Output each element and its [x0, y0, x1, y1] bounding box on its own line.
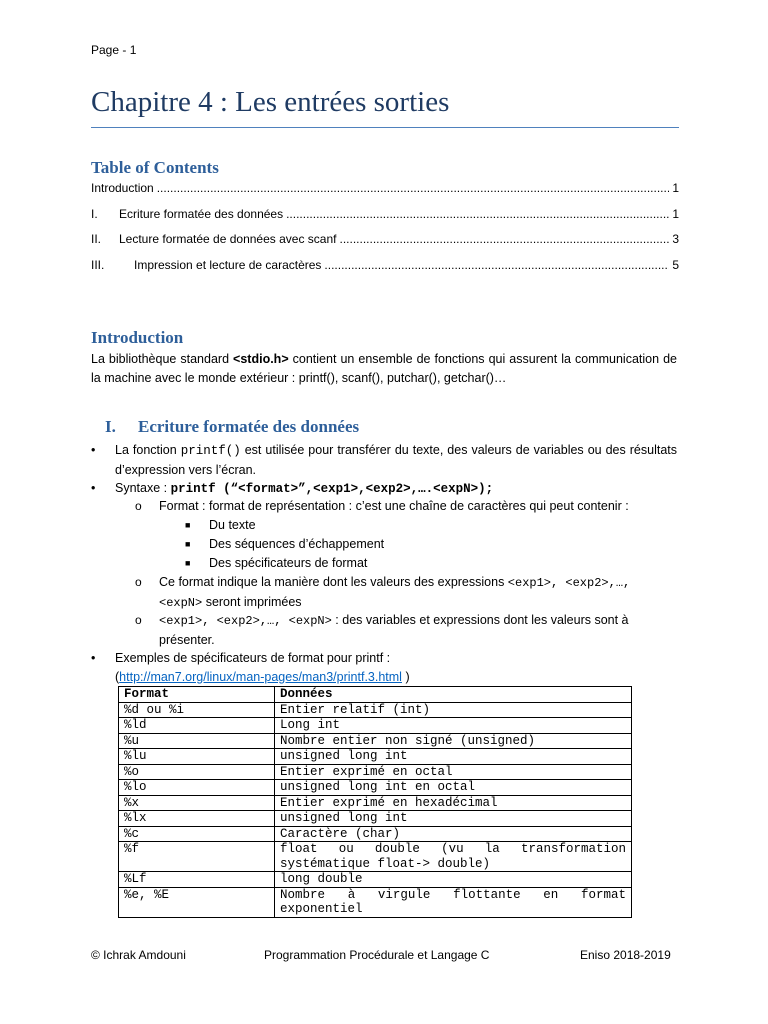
- toc-entry-section-1[interactable]: [91, 207, 679, 223]
- toc-entry-number: I.: [91, 207, 98, 221]
- printf-code: printf(): [180, 444, 241, 458]
- square-bullet-text: ■ Du texte: [185, 516, 677, 535]
- square-bullet-icon: ■: [185, 539, 191, 549]
- table-row: %lx unsigned long int: [119, 811, 632, 827]
- sub-bullet-format: o Format : format de représentation : c’est une chaîne de caractères qui peut contenir :: [135, 497, 677, 516]
- chapter-title: Chapitre 4 : Les entrées sorties: [91, 86, 450, 118]
- introduction-heading: Introduction: [91, 328, 184, 347]
- toc-leader-dots: [286, 207, 669, 221]
- footer-author: © Ichrak Amdouni: [91, 948, 186, 962]
- table-row: %lo unsigned long int en octal: [119, 780, 632, 796]
- bullet-icon: •: [91, 481, 96, 495]
- toc-entry-page: 1: [672, 181, 679, 195]
- toc-entry-page: 1: [672, 207, 679, 221]
- page-label: Page - 1: [91, 43, 137, 57]
- bullet-printf-description: • La fonction printf() est utilisée pour transférer du texte, des valeurs de variables ou des résultats d’expression vers l’écran.: [91, 443, 677, 477]
- square-bullet-specifiers: ■ Des spécificateurs de format: [185, 554, 677, 573]
- circle-bullet-icon: o: [135, 499, 142, 513]
- footer-year: Eniso 2018-2019: [580, 948, 671, 962]
- circle-bullet-icon: o: [135, 575, 142, 589]
- section-1-number: I.: [105, 417, 116, 436]
- toc-entry-introduction[interactable]: [91, 181, 679, 197]
- toc-entry-page: 3: [672, 232, 679, 246]
- stdio-header-name: <stdio.h>: [233, 352, 289, 366]
- table-row: %ld Long int: [119, 718, 632, 734]
- toc-entry-label: Impression et lecture de caractères: [134, 258, 322, 272]
- toc-entry-section-3[interactable]: [91, 258, 679, 274]
- square-bullet-icon: ■: [185, 520, 191, 530]
- toc-leader-dots: [157, 181, 670, 195]
- toc-entry-label: Lecture formatée de données avec scanf: [119, 232, 337, 246]
- table-row: %x Entier exprimé en hexadécimal: [119, 795, 632, 811]
- toc-entry-section-2[interactable]: [91, 232, 679, 248]
- bullet-icon: •: [91, 443, 96, 457]
- toc-entry-label: Ecriture formatée des données: [119, 207, 284, 221]
- toc-heading: Table of Contents: [91, 158, 219, 177]
- table-row: %f float ou double (vu la transformation systématique float-> double): [119, 842, 632, 872]
- toc-leader-dots: [324, 258, 669, 272]
- sub-bullet-expressions: o <exp1>, <exp2>,…, <expN> : des variables et expressions dont les valeurs sont à présenter.: [135, 613, 629, 647]
- bullet-syntax: • Syntaxe : printf (“<format>”,<exp1>,<exp2>,….<expN>);: [91, 481, 494, 496]
- table-row: %Lf long double: [119, 872, 632, 888]
- table-row: %lu unsigned long int: [119, 749, 632, 765]
- table-row: %e, %E Nombre à virgule flottante en format exponentiel: [119, 887, 632, 917]
- circle-bullet-icon: o: [135, 613, 142, 627]
- column-header-format: Format: [119, 687, 275, 703]
- table-row: %u Nombre entier non signé (unsigned): [119, 733, 632, 749]
- section-1-heading: [105, 417, 359, 437]
- printf-man-page-link[interactable]: http://man7.org/linux/man-pages/man3/printf.3.html: [119, 670, 402, 684]
- table-header-row: [119, 687, 632, 703]
- toc-leader-dots: [339, 232, 669, 246]
- sub-bullet-format-usage: o Ce format indique la manière dont les valeurs des expressions <exp1>, <exp2>,…, <expN> seront imprimées: [135, 575, 631, 610]
- bullet-icon: •: [91, 651, 96, 665]
- toc-entry-label: Introduction: [91, 181, 154, 195]
- square-bullet-icon: ■: [185, 558, 191, 568]
- toc-entry-number: II.: [91, 232, 102, 246]
- footer-course: Programmation Procédurale et Langage C: [264, 948, 490, 962]
- toc-entry-page: 5: [672, 258, 679, 272]
- bullet-format-examples: • Exemples de spécificateurs de format pour printf : (http://man7.org/linux/man-pages/man3/printf.3.html ): [91, 651, 410, 684]
- syntax-code: printf (“<format>”,<exp1>,<exp2>,….<expN>);: [170, 482, 494, 496]
- table-row: %c Caractère (char): [119, 826, 632, 842]
- format-specifier-table: [118, 686, 632, 918]
- table-row: %d ou %i Entier relatif (int): [119, 702, 632, 718]
- toc-entry-number: III.: [91, 258, 105, 272]
- table-row: %o Entier exprimé en octal: [119, 764, 632, 780]
- section-1-title: Ecriture formatée des données: [138, 417, 360, 436]
- column-header-data: Données: [275, 687, 632, 703]
- title-underline: [91, 127, 679, 128]
- square-bullet-escape: ■ Des séquences d’échappement: [185, 535, 677, 554]
- introduction-paragraph: La bibliothèque standard <stdio.h> contient un ensemble de fonctions qui assurent la communication de la machine avec le monde extérieur : printf(), scanf(), putchar(), getchar()…: [91, 352, 677, 385]
